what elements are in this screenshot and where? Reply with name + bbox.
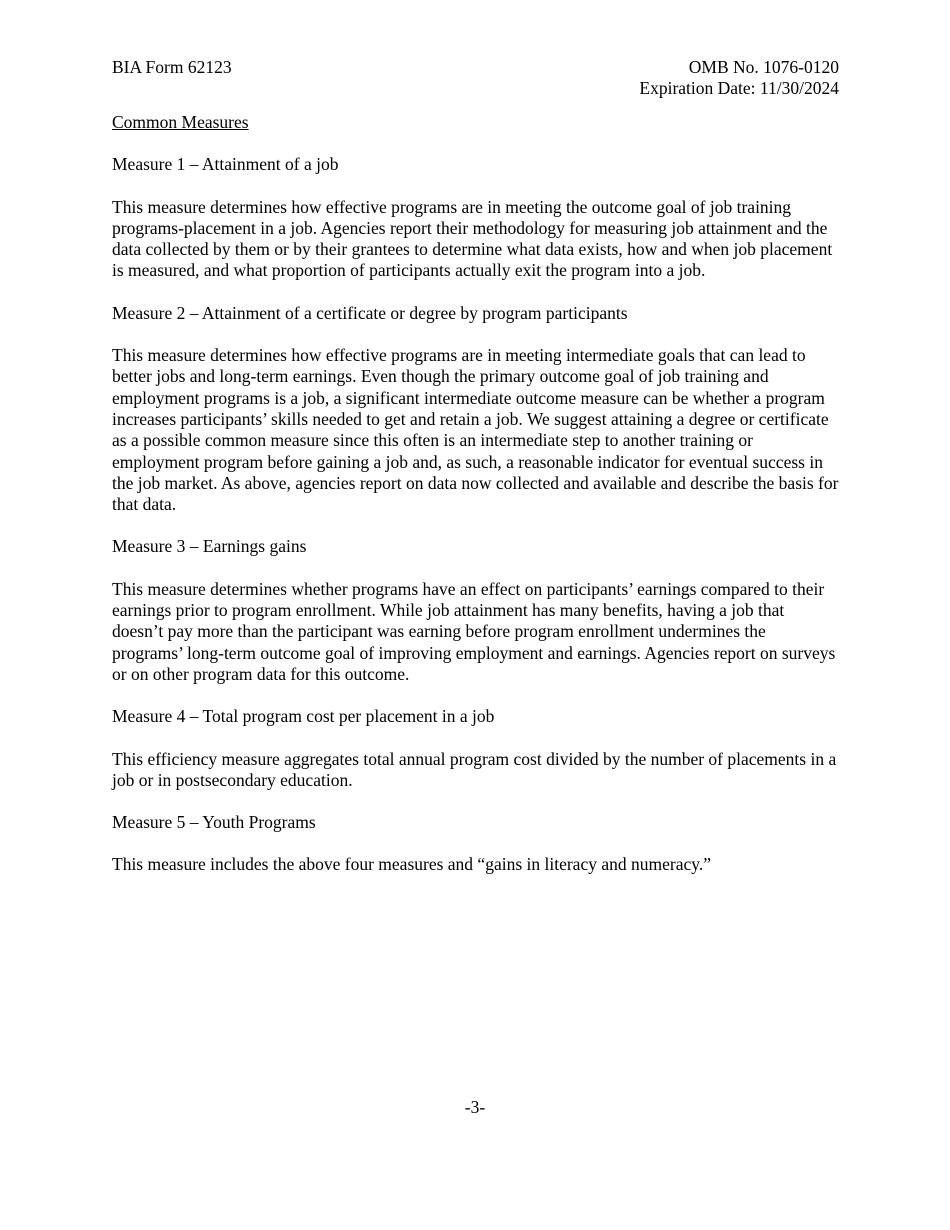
measure-1-title: Measure 1 – Attainment of a job — [112, 154, 339, 175]
page-number: -3- — [464, 1097, 486, 1117]
document-page — [112, 57, 839, 876]
omb-info — [639, 57, 839, 100]
expiration-date: Expiration Date: 11/30/2024 — [639, 78, 839, 99]
form-id: BIA Form 62123 — [112, 57, 232, 77]
measure-5-title: Measure 5 – Youth Programs — [112, 812, 316, 833]
measure-3-body: This measure determines whether programs have an effect on participants’ earnings compared to their earnings prior to program enrollment. While job attainment has many benefits, having a job that doesn’t pay more than the participant was earning before program enrollment undermines the programs’ long-term outcome goal of improving employment and earnings. Agencies report on surveys or on other program data for this outcome. — [112, 578, 836, 684]
page-header — [112, 57, 839, 100]
measure-5-body: This measure includes the above four measures and “gains in literacy and numeracy.” — [112, 854, 711, 875]
omb-number: OMB No. 1076-0120 — [688, 57, 839, 77]
measure-2-body: This measure determines how effective programs are in meeting intermediate goals that can lead to better jobs and long-term earnings. Even though the primary outcome goal of job training and employment programs is a job, a significant intermediate outcome measure can be whether a program increases participants’ skills needed to get and retain a job. We suggest attaining a degree or certificate as a possible common measure since this often is an intermediate step to another training or employment program before gaining a job and, as such, a reasonable indicator for eventual success in the job market. As above, agencies report on data now collected and available and describe the basis for that data. — [112, 345, 839, 515]
measure-4-body: This efficiency measure aggregates total annual program cost divided by the number of placements in a job or in postsecondary education. — [112, 748, 837, 790]
measure-1-body: This measure determines how effective programs are in meeting the outcome goal of job training programs-placement in a job. Agencies report their methodology for measuring job attainment and the data collected by them or by their grantees to determine what data exists, how and when job placement is measured, and what proportion of participants actually exit the program into a job. — [112, 196, 833, 281]
section-title: Common Measures — [112, 112, 249, 132]
measure-4-title: Measure 4 – Total program cost per placement in a job — [112, 706, 495, 727]
measure-3-title: Measure 3 – Earnings gains — [112, 536, 307, 557]
measure-2-title: Measure 2 – Attainment of a certificate or degree by program participants — [112, 302, 628, 323]
